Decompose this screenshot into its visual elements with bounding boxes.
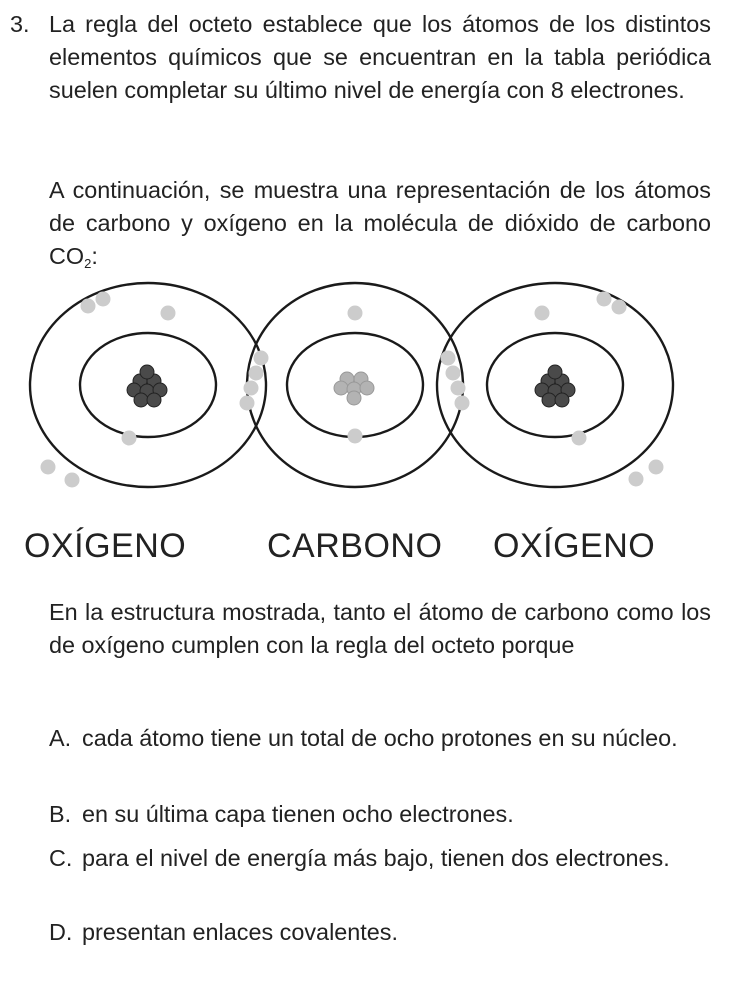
question-context	[49, 174, 711, 273]
left-oxygen-nucleus	[127, 365, 167, 407]
option-b-text: en su última capa tienen ocho electrones.	[82, 801, 514, 827]
co2-molecule-diagram	[0, 280, 729, 510]
carbon-nucleus	[334, 372, 374, 405]
label-right-oxygen: OXÍGENO	[493, 527, 656, 565]
option-a-text: cada átomo tiene un total de ocho protones en su núcleo.	[82, 725, 678, 751]
option-b-letter: B.	[49, 801, 72, 827]
label-carbon: CARBONO	[267, 527, 443, 565]
option-a-letter: A.	[49, 725, 72, 751]
context-suffix: :	[91, 243, 98, 269]
context-text: A continuación, se muestra una representación de los átomos de carbono y oxígeno en la molécula de dióxido de carbono CO	[49, 177, 711, 269]
question-number: 3.	[10, 11, 30, 37]
option-c[interactable]	[49, 842, 711, 875]
option-a[interactable]	[49, 722, 711, 755]
context-subscript: 2	[84, 256, 92, 271]
option-c-text: para el nivel de energía más bajo, tienen dos electrones.	[82, 845, 670, 871]
option-c-letter: C.	[49, 845, 73, 871]
option-d-letter: D.	[49, 919, 73, 945]
right-oxygen-nucleus	[535, 365, 575, 407]
option-d[interactable]	[49, 916, 711, 949]
option-d-text: presentan enlaces covalentes.	[82, 919, 398, 945]
label-left-oxygen: OXÍGENO	[24, 527, 187, 565]
option-b[interactable]	[49, 798, 711, 831]
question-prompt: En la estructura mostrada, tanto el átomo de carbono como los de oxígeno cumplen con la regla del octeto porque	[49, 599, 711, 658]
question-intro: La regla del octeto establece que los átomos de los distintos elementos químicos que se encuentran en la tabla periódica suelen completar su último nivel de energía con 8 electrones.	[49, 11, 711, 103]
